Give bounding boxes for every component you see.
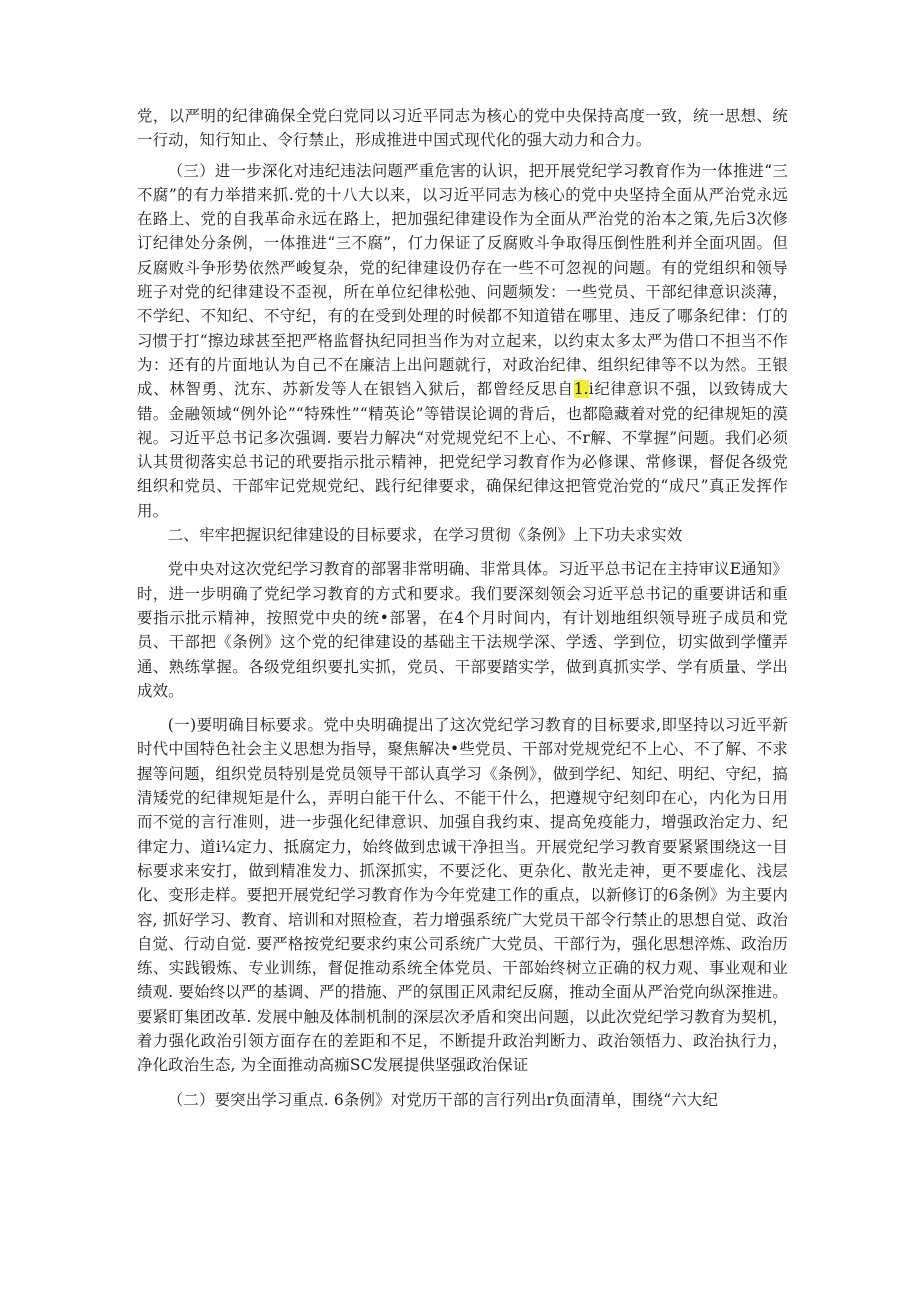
highlighted-text: 1. xyxy=(573,380,589,399)
paragraph-section-three-text-after: i纪律意识不强，以致铸成大错。金融领域“例外论”“特殊性”“精英论”等错误论调的背后，也都隐藏着对党的纪律规矩的漠视。习近平总书记多次强调. 要岩力解决“对党规党纪不上心、不r解、不掌握”问题。我们必须认其贯彻落实总书记的玳要指示批示精神，把党纪学习教育作为必修课、常修课，督促各级党组织和党员、干部牢记党规党纪、践行纪律要求，确保纪律这把管党治党的“成尺”真正发挥作用。 xyxy=(137,380,788,520)
paragraph-continuation: 党，以严明的纪律确保全党臼党同以习近平同志为核心的党中央保持高度一致，统一思想、统一行动，知行知止、令行禁止，形成推进中国式现代化的强大动力和合力。 xyxy=(137,107,788,150)
paragraph-goal-requirements: (一)要明确目标要求。党中央明确提出了这次党纪学习教育的目标要求,即坚持以习近平新时代中国特色社会主义思想为指导，聚焦解决•些党员、干部对党规党纪不上心、不了解、不求握等问题，组织党员特别是党员领导干部认真学习《条例》，做到学纪、知纪、明纪、守纪，搞清矮党的纪律规矩是什么，弄明白能干什么、不能干什么，把遵规守纪刻印在心，内化为日用而不觉的言行准则，进一步强化纪律意识、加强自我约束、提高免疫能力，增强政治定力、纪律定力、道i¼定力、抵腐定力，始终做到忠诚干净担当。开展党纪学习教育要紧紧围绕这一目标要求来安打，做到精准发力、抓深抓实，不要泛化、更杂化、散光走神，更不要虚化、浅层化、变形走样。要把开展党纪学习教育作为今年党建工作的重点，以新修订的6条例》为主要内容, 抓好学习、教育、培训和对照检查，若力增强系统广大党员干部令行禁止的思想自觉、政治自觉、行动自觉. 要严格按党纪要求约束公司系统广大党员、干部行为，强化思想淬炼、政治历练、实践锻炼、专业训练，督促推动系统全体党员、干部始终树立正确的权力观、事业观和业绩观. 要始终以严的基调、严的措施、严的氛围正风肃纪反腐，推动全面从严治党向纵深推进。要紧盯集团改革. 发展中触及体制机制的深层次矛盾和突出问题，以此次党纪学习教育为契机，着力强化政治引领方面存在的差距和不足，不断提升政治判断力、政治领悟力、政治执行力，净化政治生态, 为全面推动高痂SC发展提供坚强政治保证 xyxy=(137,716,788,1075)
paragraph-deployment: 党中央对这次党纪学习教育的部署非常明确、非常具体。习近平总书记在主持审议E通知》时，进一步明确了党纪学习教育的方式和要求。我们要深刻领会习近平总书记的重要讲话和重要指示批示精神，按照党中央的统•部署，在4个月时间内，有计划地组织领导班子成员和党员、干部把《条例》这个党的纪律建设的基础主干法规学深、学透、学到位，切实做到学懂弄通、熟练掌握。各级党组织要扎实抓，党员、干部要踏实学，做到真抓实学、学有质量、学出成效。 xyxy=(137,560,788,700)
document-body xyxy=(137,104,788,1112)
paragraph-section-three-text-before: （三）进一步深化对违纪违法问题严重危害的认识，把开展党纪学习教育作为一体推进“三不腐”的有力举措来抓.党的十八大以来，以习近平同志为核心的党中央坚持全面从严治党永远在路上、党的自我革命永远在路上，把加强纪律建设作为全面从严治党的治本之策,先后3次修订纪律处分条例，一体推进“三不腐”，仃力保证了反腐败斗争取得压倒性胜利并全面巩固。但反腐败斗争形势依然严峻复杂，党的纪律建设仍存在一些不可忽视的问题。有的党组织和领导班子对党的纪律建设不歪视，所在单位纪律松弛、问题频发：一些党员、干部纪律意识淡薄，不学纪、不知纪、不守纪，有的在受到处理的时候都不知道错在哪里、违反了哪条纪律：仃的习惯于打“擦边球甚至把严格监督执纪同担当作为对立起来，以约束太多太严为借口不担当不作为：还有的片面地认为自己不在廉洁上出问题就行，对政治纪律、组织纪律等不以为然。王银成、林智勇、沈东、苏新发等人在银铛入狱后，都曾经反思自 xyxy=(137,161,788,399)
section-heading-two: 二、牢牢把握识纪律建设的目标要求，在学习贯彻《条例》上下功夫求实效 xyxy=(167,526,683,545)
paragraph-section-three xyxy=(137,159,788,523)
paragraph-study-focus: （二）要突出学习重点. 6条例》对党历干部的言行列出r负面清单，围绕“六大纪 xyxy=(167,1090,719,1109)
